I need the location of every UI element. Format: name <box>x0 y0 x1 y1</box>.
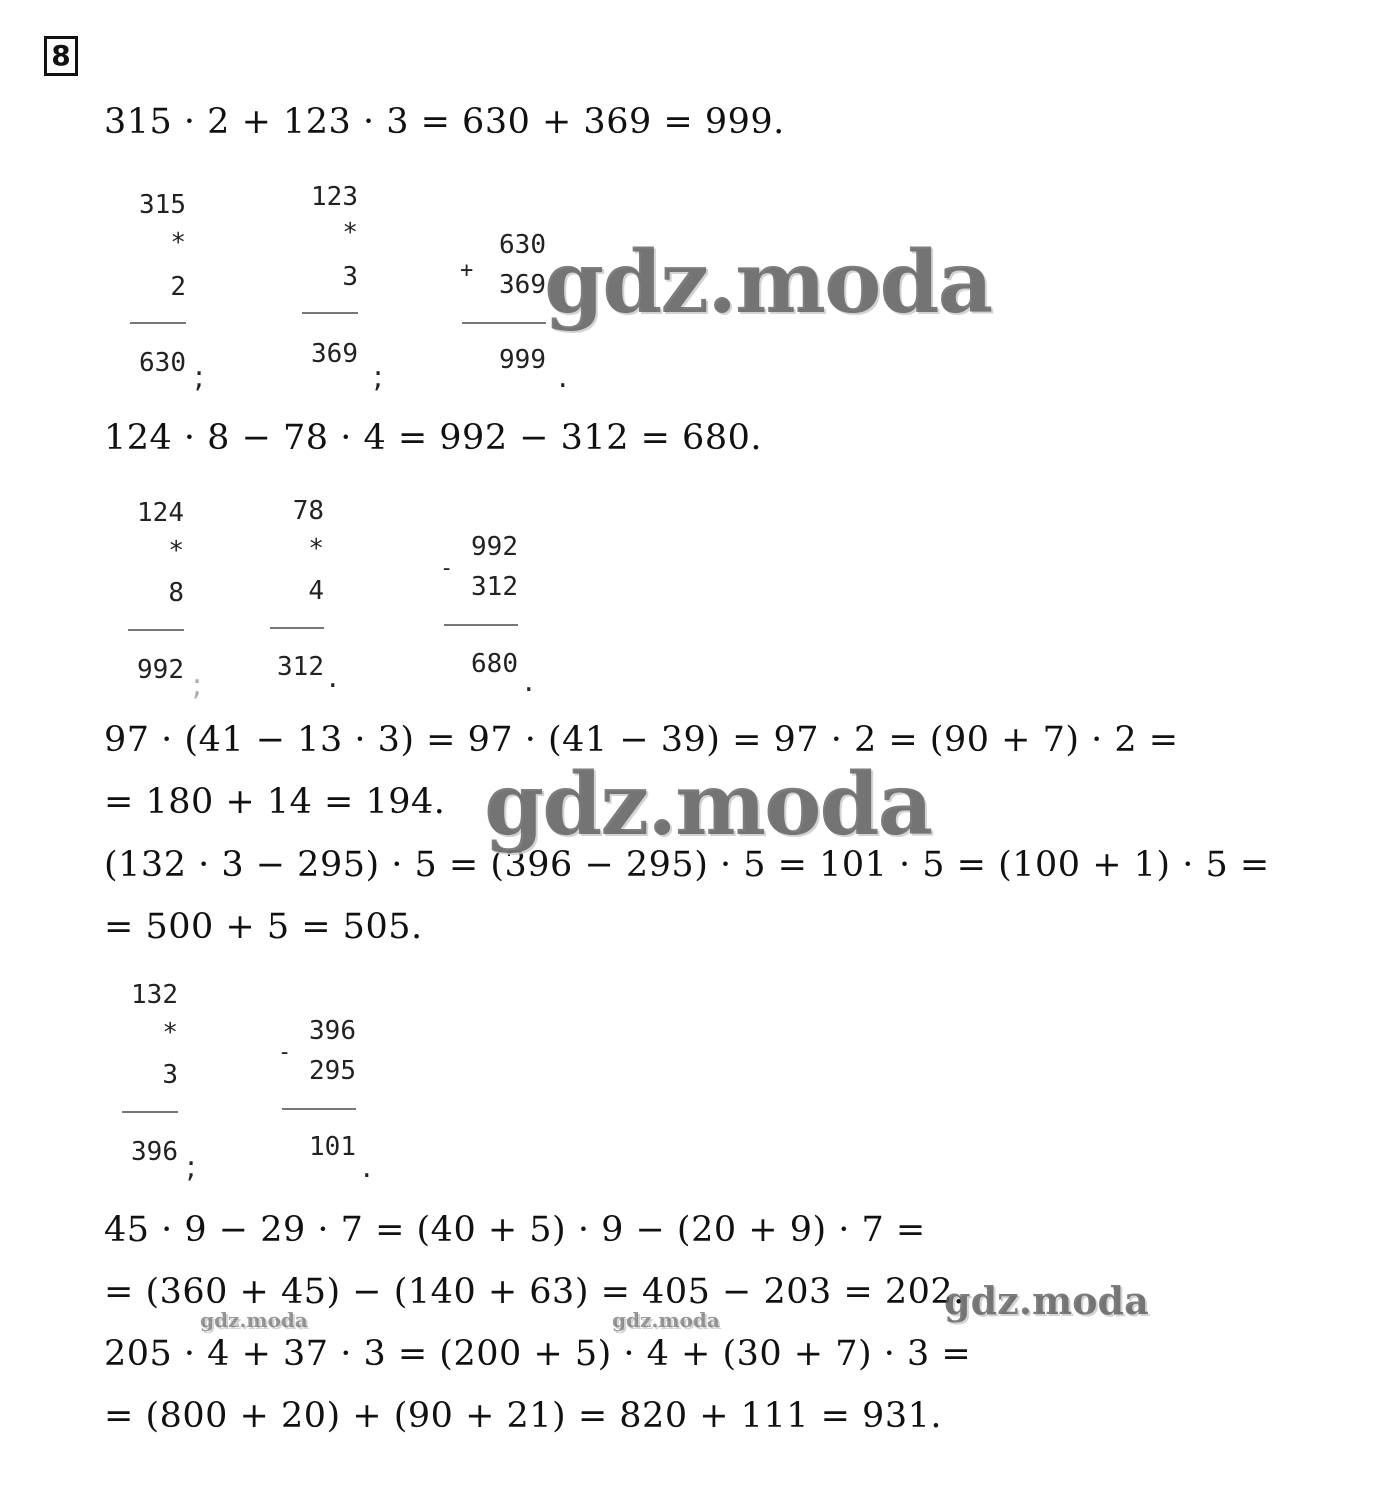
calc-top: 78 <box>292 496 324 526</box>
calc-top: 630 <box>499 230 546 260</box>
punctuation: . <box>558 360 568 395</box>
column-calc <box>292 182 358 382</box>
column-calc <box>120 190 186 390</box>
calc-result: 369 <box>311 339 358 369</box>
calc-top: 132 <box>131 980 178 1010</box>
equation-3a: 97 · (41 − 13 · 3) = 97 · (41 − 39) = 97 · 2 = (90 + 7) · 2 = <box>104 720 1179 760</box>
calc-top: 315 <box>139 190 186 220</box>
calc-operator: - <box>440 556 454 581</box>
column-calc <box>262 496 324 696</box>
column-calc <box>112 980 178 1180</box>
watermark-logo: gdz.moda <box>200 1308 308 1332</box>
calc-operator: * <box>170 228 186 258</box>
calc-bottom: 8 <box>168 578 184 608</box>
punctuation: ; <box>194 360 205 395</box>
calc-bottom: 369 <box>499 270 546 300</box>
column-calc <box>118 498 184 698</box>
calc-top: 124 <box>137 498 184 528</box>
punctuation: ; <box>373 360 384 395</box>
calc-operator: * <box>168 536 184 566</box>
calc-result: 999 <box>499 345 546 375</box>
equation-5a: 45 · 9 − 29 · 7 = (40 + 5) · 9 − (20 + 9) · 7 = <box>104 1210 926 1250</box>
watermark-logo: gdz.moda <box>544 232 992 333</box>
calc-result: 312 <box>277 652 324 682</box>
calc-bottom: 3 <box>162 1060 178 1090</box>
punctuation: ; <box>186 1150 197 1185</box>
calc-underline <box>282 1108 356 1110</box>
calc-underline <box>444 624 518 626</box>
calc-top: 123 <box>311 182 358 212</box>
calc-underline <box>130 322 186 324</box>
calc-result: 396 <box>131 1137 178 1167</box>
equation-4a: (132 · 3 − 295) · 5 = (396 − 295) · 5 = 101 · 5 = (100 + 1) · 5 = <box>104 845 1270 885</box>
calc-operator: + <box>460 258 474 283</box>
calc-underline <box>302 312 358 314</box>
calc-underline <box>128 629 184 631</box>
column-calc <box>440 532 518 692</box>
calc-result: 680 <box>471 649 518 679</box>
punctuation: ; <box>192 668 203 703</box>
calc-top: 992 <box>471 532 518 562</box>
punctuation: . <box>524 664 534 699</box>
column-calc <box>458 230 546 390</box>
calc-top: 396 <box>309 1016 356 1046</box>
calc-underline <box>462 322 546 324</box>
calc-operator: * <box>342 218 358 248</box>
punctuation: . <box>328 660 338 695</box>
task-number: 8 <box>44 36 78 76</box>
calc-bottom: 4 <box>308 576 324 606</box>
equation-1: 315 · 2 + 123 · 3 = 630 + 369 = 999. <box>104 102 785 142</box>
equation-2: 124 · 8 − 78 · 4 = 992 − 312 = 680. <box>104 418 762 458</box>
calc-result: 630 <box>139 348 186 378</box>
calc-result: 992 <box>137 655 184 685</box>
calc-bottom: 2 <box>170 272 186 302</box>
watermark-logo: gdz.moda <box>484 754 932 855</box>
equation-6b: = (800 + 20) + (90 + 21) = 820 + 111 = 931. <box>104 1396 942 1436</box>
watermark-logo: gdz.moda <box>944 1278 1149 1323</box>
equation-3b: = 180 + 14 = 194. <box>104 782 446 822</box>
calc-bottom: 295 <box>309 1056 356 1086</box>
calc-underline <box>270 627 324 629</box>
equation-4b: = 500 + 5 = 505. <box>104 907 423 947</box>
calc-operator: * <box>308 534 324 564</box>
calc-underline <box>122 1111 178 1113</box>
calc-operator: * <box>162 1018 178 1048</box>
column-calc <box>278 1016 356 1176</box>
punctuation: . <box>362 1150 372 1185</box>
calc-result: 101 <box>309 1132 356 1162</box>
calc-bottom: 312 <box>471 572 518 602</box>
watermark-logo: gdz.moda <box>612 1308 720 1332</box>
equation-5b: = (360 + 45) − (140 + 63) = 405 − 203 = 202. <box>104 1272 965 1312</box>
calc-bottom: 3 <box>342 262 358 292</box>
calc-operator: - <box>278 1040 292 1065</box>
equation-6a: 205 · 4 + 37 · 3 = (200 + 5) · 4 + (30 + 7) · 3 = <box>104 1334 972 1374</box>
